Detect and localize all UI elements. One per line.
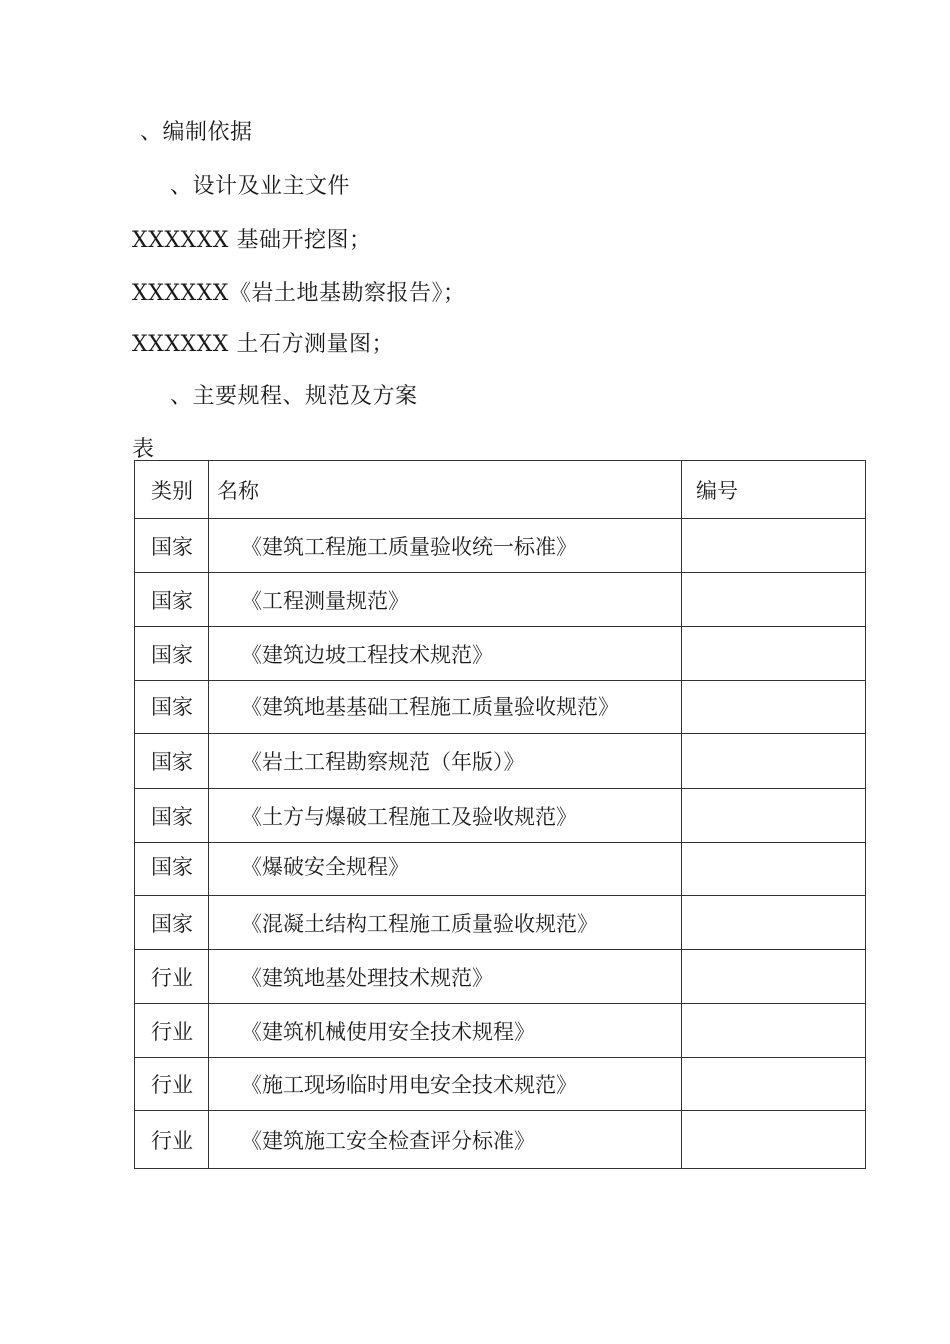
document-item: XXXXXX《岩土地基勘察报告》； <box>132 281 466 306</box>
document-item: XXXXXX 土石方测量图； <box>132 332 394 357</box>
row-name: 《爆破安全规程》 <box>209 843 682 896</box>
table-row <box>135 734 866 789</box>
row-name: 《建筑地基处理技术规范》 <box>209 950 682 1004</box>
table-row <box>135 789 866 843</box>
row-category: 行业 <box>135 1004 209 1058</box>
table-row <box>135 1111 866 1169</box>
table-row <box>135 1004 866 1058</box>
row-name: 《建筑工程施工质量验收统一标准》 <box>209 519 682 573</box>
row-name: 《施工现场临时用电安全技术规范》 <box>209 1058 682 1111</box>
row-code <box>682 1004 866 1058</box>
row-category: 国家 <box>135 627 209 681</box>
regulations-table <box>134 460 866 1169</box>
row-code <box>682 789 866 843</box>
row-category: 国家 <box>135 734 209 789</box>
header-code: 编号 <box>682 461 866 519</box>
table-row <box>135 950 866 1004</box>
table-row <box>135 896 866 950</box>
header-category: 类别 <box>135 461 209 519</box>
row-code <box>682 627 866 681</box>
row-name: 《建筑地基基础工程施工质量验收规范》 <box>209 681 682 734</box>
row-name: 《建筑施工安全检查评分标准》 <box>209 1111 682 1169</box>
row-category: 行业 <box>135 950 209 1004</box>
section-heading-compilation-basis: 、编制依据 <box>140 120 253 145</box>
subsection-heading-regulations: 、主要规程、规范及方案 <box>170 384 418 409</box>
row-name: 《土方与爆破工程施工及验收规范》 <box>209 789 682 843</box>
table-row <box>135 519 866 573</box>
row-code <box>682 1058 866 1111</box>
row-code <box>682 734 866 789</box>
table-row <box>135 681 866 734</box>
row-code <box>682 1111 866 1169</box>
subsection-heading-design-documents: 、设计及业主文件 <box>170 174 351 199</box>
table-label: 表 <box>132 437 155 462</box>
table-row <box>135 627 866 681</box>
table-row <box>135 843 866 896</box>
row-name: 《建筑机械使用安全技术规程》 <box>209 1004 682 1058</box>
row-category: 行业 <box>135 1058 209 1111</box>
document-item: XXXXXX 基础开挖图； <box>132 228 372 253</box>
row-name: 《混凝土结构工程施工质量验收规范》 <box>209 896 682 950</box>
row-name: 《建筑边坡工程技术规范》 <box>209 627 682 681</box>
header-name: 名称 <box>209 461 682 519</box>
table-header-row <box>135 461 866 519</box>
row-category: 国家 <box>135 573 209 627</box>
row-category: 国家 <box>135 681 209 734</box>
row-code <box>682 573 866 627</box>
row-code <box>682 843 866 896</box>
table-row <box>135 573 866 627</box>
row-code <box>682 519 866 573</box>
row-code <box>682 896 866 950</box>
row-category: 行业 <box>135 1111 209 1169</box>
row-category: 国家 <box>135 896 209 950</box>
row-category: 国家 <box>135 519 209 573</box>
row-name: 《岩土工程勘察规范（年版）》 <box>209 734 682 789</box>
row-category: 国家 <box>135 789 209 843</box>
table-row <box>135 1058 866 1111</box>
row-code <box>682 950 866 1004</box>
row-code <box>682 681 866 734</box>
row-name: 《工程测量规范》 <box>209 573 682 627</box>
row-category: 国家 <box>135 843 209 896</box>
